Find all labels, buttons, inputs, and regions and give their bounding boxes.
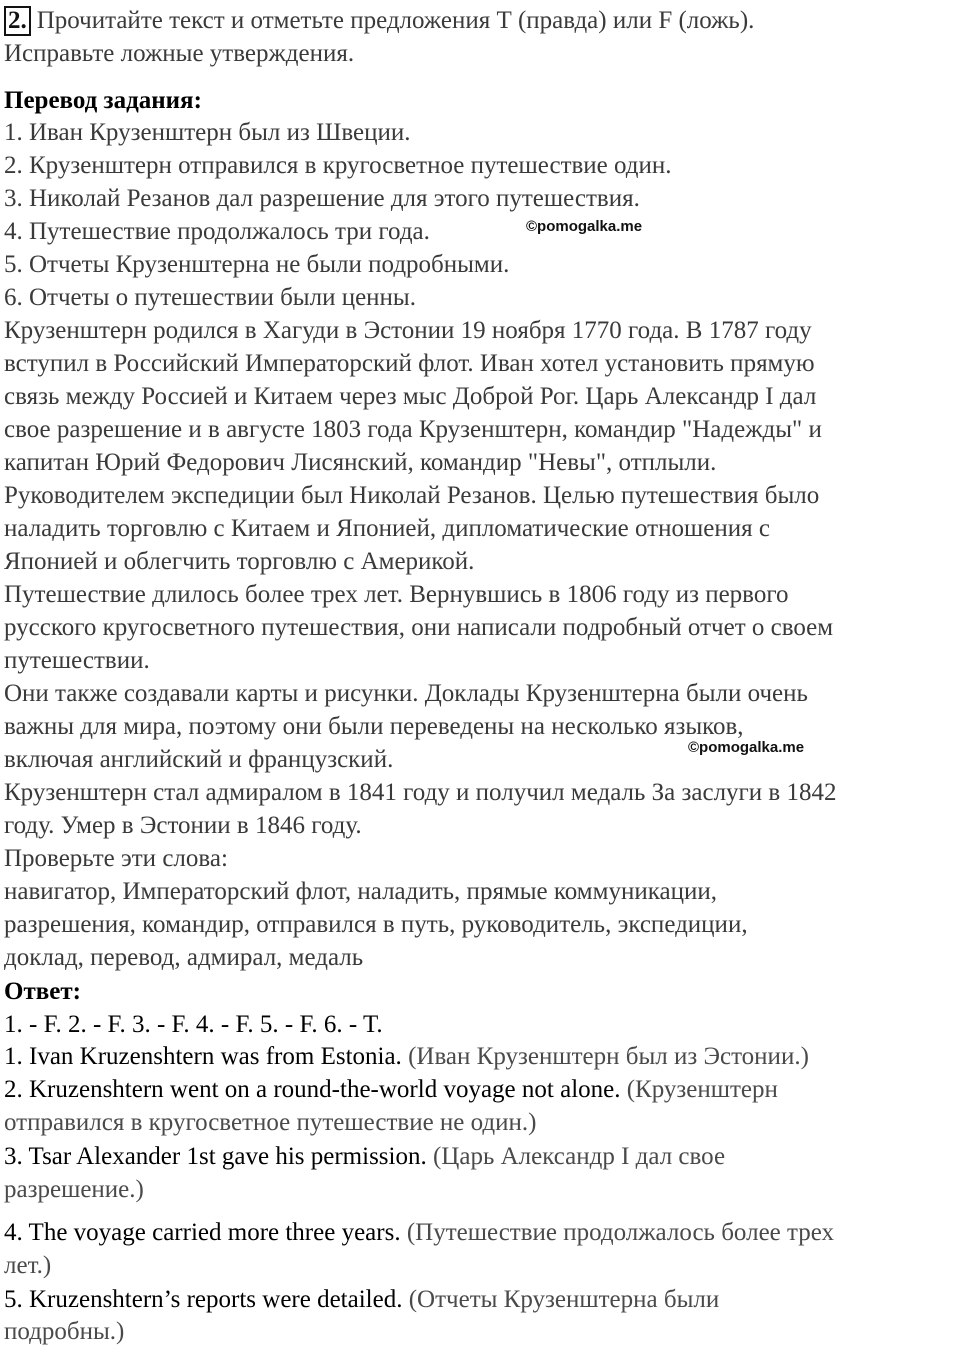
watermark: ©pomogalka.me: [688, 739, 805, 756]
answer-summary: 1. - F. 2. - F. 3. - F. 4. - F. 5. - F. 6. - T.: [4, 1011, 383, 1038]
answer-en: 4. The voyage carried more three years.: [4, 1219, 401, 1246]
text-line: важны для мира, поэтому они были переведены на несколько языков,: [4, 713, 744, 740]
text-line: Они также создавали карты и рисунки. Доклады Крузенштерна были очень: [4, 680, 808, 707]
answer-5: [4, 1283, 719, 1316]
translation-item: 6. Отчеты о путешествии были ценны.: [4, 284, 416, 311]
text-line: вступил в Российский Императорский флот. Иван хотел установить прямую: [4, 350, 815, 377]
text-line: Крузенштерн родился в Хагуди в Эстонии 19 ноября 1770 года. В 1787 году: [4, 317, 812, 344]
text-line: Путешествие длилось более трех лет. Вернувшись в 1806 году из первого: [4, 581, 789, 608]
text-line: наладить торговлю с Китаем и Японией, дипломатические отношения с: [4, 515, 770, 542]
answer-ru: (Путешествие продолжалось более трех: [400, 1219, 835, 1246]
text-line: году. Умер в Эстонии в 1846 году.: [4, 812, 362, 839]
task-number: 2.: [4, 6, 31, 36]
answer-4: [4, 1216, 834, 1249]
text-line: связь между Россией и Китаем через мыс Доброй Рог. Царь Александр I дал: [4, 383, 817, 410]
translation-heading: Перевод задания:: [4, 87, 202, 114]
answer-ru-cont: подробны.): [4, 1318, 125, 1345]
answer-en: 5. Kruzenshtern’s reports were detailed.: [4, 1286, 403, 1313]
text-line: путешествии.: [4, 647, 150, 674]
task-instruction-cont: Исправьте ложные утверждения.: [4, 40, 355, 67]
text-line: Японией и облегчить торговлю с Америкой.: [4, 548, 475, 575]
vocab-line: навигатор, Императорский флот, наладить, прямые коммуникации,: [4, 878, 717, 905]
answer-ru: (Царь Александр I дал свое: [426, 1143, 726, 1170]
answer-en: 2. Kruzenshtern went on a round-the-world voyage not alone.: [4, 1076, 621, 1103]
answer-ru: (Крузенштерн: [620, 1076, 778, 1103]
answer-ru-cont: лет.): [4, 1252, 52, 1279]
answer-en: 3. Tsar Alexander 1st gave his permission.: [4, 1143, 427, 1170]
translation-item: 3. Николай Резанов дал разрешение для этого путешествия.: [4, 185, 640, 212]
translation-item: 2. Крузенштерн отправился в кругосветное путешествие один.: [4, 152, 672, 179]
answer-ru: (Отчеты Крузенштерна были: [402, 1286, 720, 1313]
answer-1: [4, 1040, 809, 1073]
answer-ru-cont: отправился в кругосветное путешествие не один.): [4, 1109, 537, 1136]
translation-item: 1. Иван Крузенштерн был из Швеции.: [4, 119, 411, 146]
text-line: капитан Юрий Федорович Лисянский, командир "Невы", отплыли.: [4, 449, 717, 476]
task-header: [4, 4, 754, 37]
text-line: свое разрешение и в августе 1803 года Крузенштерн, командир "Надежды" и: [4, 416, 822, 443]
vocab-line: разрешения, командир, отправился в путь, руководитель, экспедиции,: [4, 911, 748, 938]
vocab-line: доклад, перевод, адмирал, медаль: [4, 944, 364, 971]
watermark: ©pomogalka.me: [526, 218, 643, 235]
answer-2: [4, 1073, 778, 1106]
vocab-heading: Проверьте эти слова:: [4, 845, 228, 872]
answer-3: [4, 1140, 725, 1173]
text-line: Крузенштерн стал адмиралом в 1841 году и получил медаль За заслуги в 1842: [4, 779, 837, 806]
translation-item: 5. Отчеты Крузенштерна не были подробными.: [4, 251, 510, 278]
answer-en: 1. Ivan Kruzenshtern was from Estonia.: [4, 1043, 402, 1070]
text-line: русского кругосветного путешествия, они написали подробный отчет о своем: [4, 614, 834, 641]
text-line: включая английский и французский.: [4, 746, 394, 773]
task-instruction: Прочитайте текст и отметьте предложения Т (правда) или F (ложь).: [36, 7, 755, 34]
translation-item: 4. Путешествие продолжалось три года.: [4, 218, 430, 245]
answer-ru: (Иван Крузенштерн был из Эстонии.): [401, 1043, 809, 1070]
answer-heading: Ответ:: [4, 978, 81, 1005]
text-line: Руководителем экспедиции был Николай Резанов. Целью путешествия было: [4, 482, 820, 509]
answer-ru-cont: разрешение.): [4, 1176, 144, 1203]
